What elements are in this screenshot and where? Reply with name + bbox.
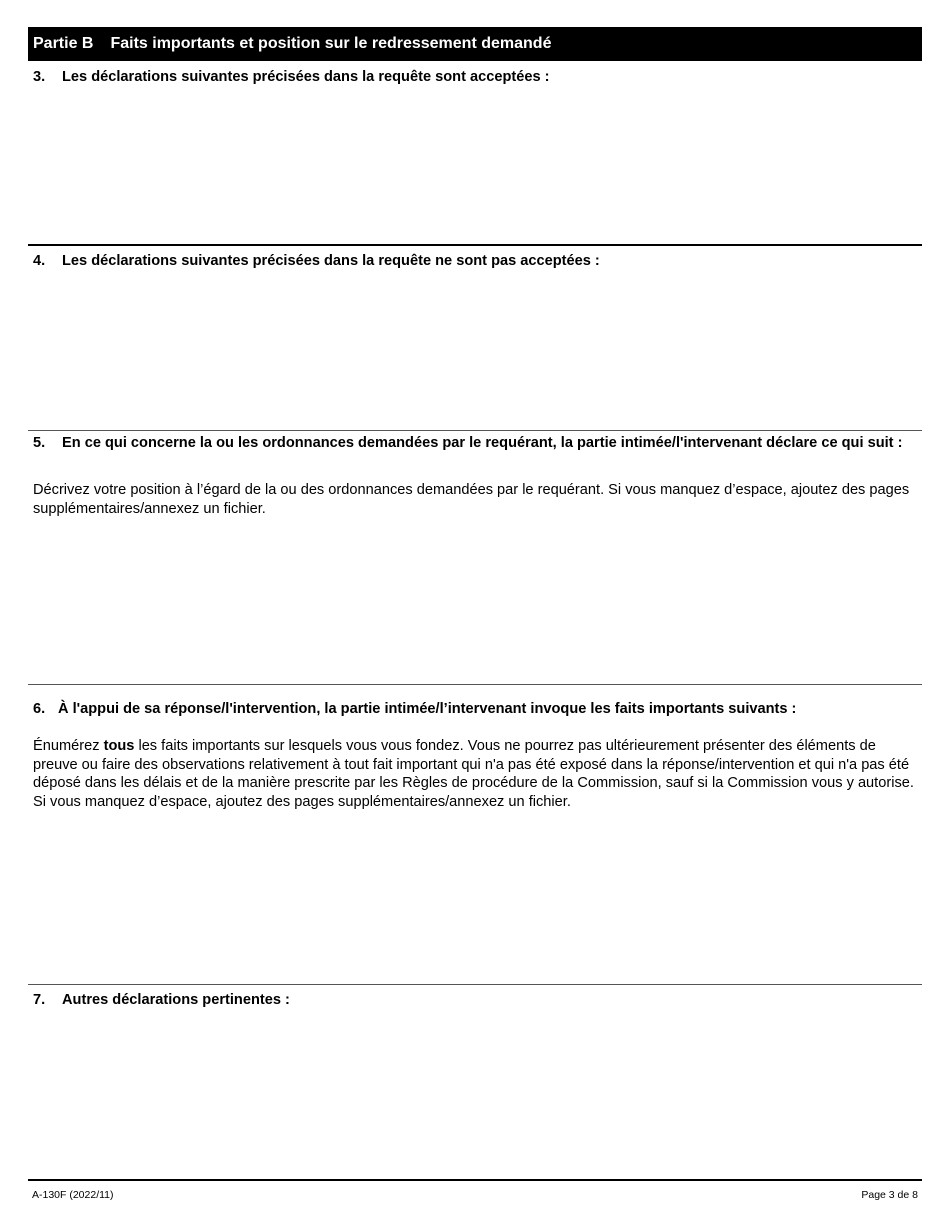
section-divider	[28, 244, 922, 246]
question-6-answer-field[interactable]	[28, 818, 922, 978]
question-3	[28, 68, 922, 87]
question-7-title: Autres déclarations pertinentes :	[62, 992, 290, 1008]
instructions-emphasis: tous	[103, 738, 135, 754]
part-label: Partie B	[33, 35, 94, 52]
question-5-title: En ce qui concerne la ou les ordonnances demandées par le requérant, la partie intimée/l'intervenant déclare ce qui suit :	[62, 435, 903, 451]
footer-divider	[28, 1179, 922, 1181]
question-7-answer-field[interactable]	[28, 1015, 922, 1175]
question-5-answer-field[interactable]	[28, 522, 922, 678]
question-6	[28, 700, 922, 719]
question-5-instructions-text: Décrivez votre position à l’égard de la ou des ordonnances demandées par le requérant. Si vous manquez d’espace, ajoutez des pages supplémentaires/annexez un fichier.	[33, 482, 910, 517]
question-4-answer-field[interactable]	[28, 276, 922, 426]
question-5-instructions	[28, 481, 922, 518]
part-b-header	[28, 27, 922, 61]
question-6-number: 6.	[33, 701, 46, 717]
page-number: Page 3 de 8	[861, 1189, 918, 1201]
question-3-answer-field[interactable]	[28, 92, 922, 242]
instructions-prefix: Énumérez	[33, 738, 104, 754]
part-title: Faits importants et position sur le redressement demandé	[110, 35, 552, 52]
question-6-title: À l'appui de sa réponse/l'intervention, la partie intimée/l’intervenant invoque les faits importants suivants :	[58, 701, 797, 717]
question-7	[28, 991, 922, 1010]
question-4	[28, 252, 922, 271]
section-divider	[28, 684, 922, 685]
question-7-number: 7.	[33, 992, 46, 1008]
question-4-title: Les déclarations suivantes précisées dans la requête ne sont pas acceptées :	[62, 253, 600, 269]
question-6-instructions	[28, 737, 922, 811]
instructions-suffix: les faits importants sur lesquels vous vous fondez. Vous ne pourrez pas ultérieurement présenter des éléments de preuve ou faire des observations relativement à tout fait important qui n'a pas été exposé dans la réponse/intervention et qui n'a pas été déposé dans les délais et de la manière prescrite par les Règles de procédure de la Commission, sauf si la Commission vous y autorise. Si vous manquez d’espace, ajoutez des pages supplémentaires/annexez un fichier.	[33, 738, 914, 810]
question-5-number: 5.	[33, 435, 46, 451]
question-4-number: 4.	[33, 253, 46, 269]
question-6-instructions-text	[28, 737, 922, 811]
question-5	[28, 434, 922, 453]
form-code: A-130F (2022/11)	[32, 1189, 114, 1201]
question-3-number: 3.	[33, 69, 46, 85]
section-divider	[28, 430, 922, 431]
question-3-title: Les déclarations suivantes précisées dans la requête sont acceptées :	[62, 69, 550, 85]
section-divider	[28, 984, 922, 985]
page-footer	[28, 1189, 922, 1201]
